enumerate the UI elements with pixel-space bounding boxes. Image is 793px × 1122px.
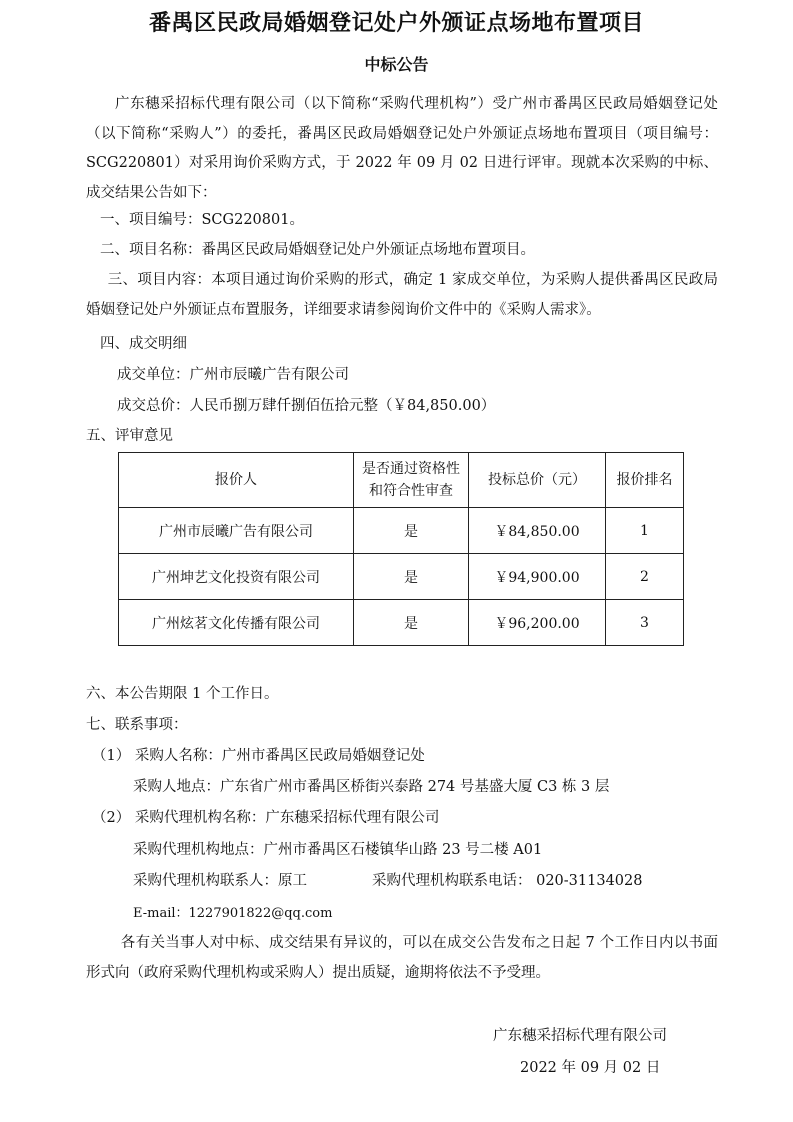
contact-purchaser-name: （1） 采购人名称：广州市番禺区民政局婚姻登记处 [92, 748, 425, 764]
table-row [119, 600, 684, 646]
contact-agency-name: （2） 采购代理机构名称：广东穗采招标代理有限公司 [92, 810, 440, 826]
intro-paragraph: 广东穗采招标代理有限公司（以下简称“采购代理机构”）受广州市番禺区民政局婚姻登记处（以下简称“采购人”）的委托，番禺区民政局婚姻登记处户外颁证点场地布置项目（项目编号：SCG220801）对采用询价采购方式，于 2022 年 09 月 02 日进行评审。现就本次采购的中标、成交结果公告如下： [86, 96, 718, 201]
item-project-name: 二、项目名称：番禺区民政局婚姻登记处户外颁证点场地布置项目。 [100, 242, 535, 258]
bidder-cell: 广州市辰曦广告有限公司 [119, 508, 354, 554]
bidder-cell: 广州炫茗文化传播有限公司 [119, 600, 354, 646]
table-header-row [119, 453, 684, 508]
item-project-content: 三、项目内容：本项目通过询价采购的形式，确定 1 家成交单位，为采购人提供番禺区民政局婚姻登记处户外颁证点布置服务，详细要求请参阅询价文件中的《采购人需求》。 [86, 272, 718, 318]
document-title: 番禺区民政局婚姻登记处户外颁证点场地布置项目 [148, 11, 644, 36]
contact-purchaser-address: 采购人地点：广东省广州市番禺区桥街兴泰路 274 号基盛大厦 C3 栋 3 层 [133, 779, 610, 795]
contact-agency-phone: 采购代理机构联系电话： 020-31134028 [372, 873, 643, 889]
signature-company: 广东穗采招标代理有限公司 [493, 1028, 667, 1044]
bid-table [118, 452, 684, 646]
rank-cell: 2 [606, 554, 684, 600]
header-bidder: 报价人 [119, 453, 354, 508]
rank-cell: 1 [606, 508, 684, 554]
deal-unit: 成交单位：广州市辰曦广告有限公司 [117, 367, 349, 383]
contact-agency-email: E-mail：1227901822@qq.com [133, 906, 333, 921]
table-row [119, 554, 684, 600]
objection-paragraph: 各有关当事人对中标、成交结果有异议的，可以在成交公告发布之日起 7 个工作日内以书面形式向（政府采购代理机构或采购人）提出质疑，逾期将依法不予受理。 [86, 935, 718, 981]
bidder-cell: 广州坤艺文化投资有限公司 [119, 554, 354, 600]
price-cell: ￥96,200.00 [469, 600, 606, 646]
item-contacts: 七、联系事项： [86, 717, 188, 733]
item-project-number: 一、项目编号：SCG220801。 [100, 212, 304, 228]
signature-date: 2022 年 09 月 02 日 [520, 1060, 661, 1076]
deal-total: 成交总价：人民币捌万肆仟捌佰伍拾元整（￥84,850.00） [117, 398, 496, 414]
header-rank: 报价排名 [606, 453, 684, 508]
contact-agency-person: 采购代理机构联系人：原工 [133, 873, 307, 889]
item-notice-period: 六、本公告期限 1 个工作日。 [86, 686, 279, 702]
document-subtitle: 中标公告 [364, 55, 429, 74]
header-qualification: 是否通过资格性 和符合性审查 [354, 453, 469, 508]
contact-agency-address: 采购代理机构地点：广州市番禺区石楼镇华山路 23 号二楼 A01 [133, 842, 543, 858]
qualification-cell: 是 [354, 600, 469, 646]
header-total-price: 投标总价（元） [469, 453, 606, 508]
item-deal-details: 四、成交明细 [100, 336, 187, 352]
item-review-opinion: 五、评审意见 [86, 428, 173, 444]
qualification-cell: 是 [354, 508, 469, 554]
price-cell: ￥84,850.00 [469, 508, 606, 554]
price-cell: ￥94,900.00 [469, 554, 606, 600]
table-row [119, 508, 684, 554]
rank-cell: 3 [606, 600, 684, 646]
qualification-cell: 是 [354, 554, 469, 600]
